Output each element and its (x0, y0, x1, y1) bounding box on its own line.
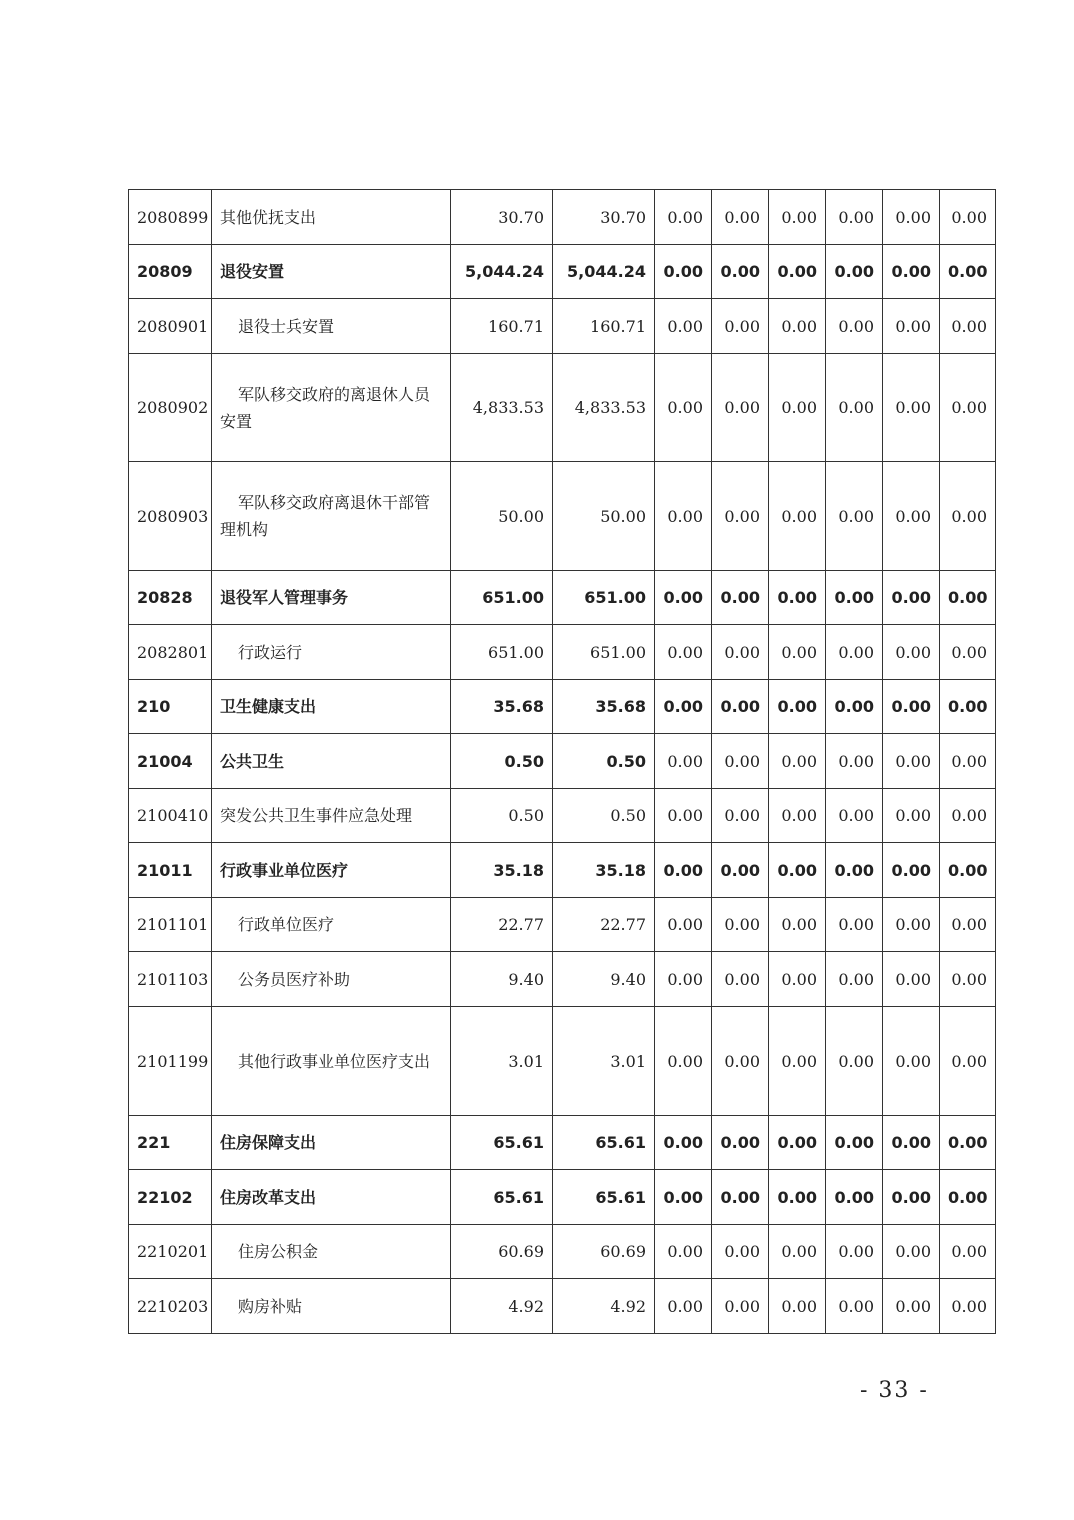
row-value: 0.00 (769, 190, 826, 245)
row-value: 0.00 (826, 299, 883, 354)
table-row (129, 299, 996, 354)
row-value: 0.00 (826, 734, 883, 789)
row-name: 退役士兵安置 (212, 299, 451, 354)
row-total: 0.50 (451, 734, 553, 789)
row-value: 0.00 (655, 245, 712, 299)
row-value: 0.00 (826, 843, 883, 898)
row-value: 0.00 (712, 898, 769, 952)
row-value: 0.00 (769, 680, 826, 734)
row-value: 0.00 (769, 734, 826, 789)
row-general-budget: 4,833.53 (553, 354, 655, 462)
row-name: 其他优抚支出 (212, 190, 451, 245)
row-code: 2082801 (129, 625, 212, 680)
row-name: 行政运行 (212, 625, 451, 680)
row-general-budget: 0.50 (553, 734, 655, 789)
row-name: 其他行政事业单位医疗支出 (212, 1007, 451, 1116)
row-name: 卫生健康支出 (212, 680, 451, 734)
row-code: 20809 (129, 245, 212, 299)
row-name: 住房保障支出 (212, 1116, 451, 1170)
row-total: 5,044.24 (451, 245, 553, 299)
row-value: 0.00 (883, 190, 940, 245)
row-value: 0.00 (883, 1225, 940, 1279)
row-value: 0.00 (712, 299, 769, 354)
row-value: 0.00 (655, 190, 712, 245)
row-total: 160.71 (451, 299, 553, 354)
row-value: 0.00 (826, 789, 883, 843)
row-general-budget: 60.69 (553, 1225, 655, 1279)
row-value: 0.00 (655, 734, 712, 789)
row-total: 65.61 (451, 1170, 553, 1225)
row-code: 2080903 (129, 462, 212, 571)
row-value: 0.00 (712, 571, 769, 625)
row-value: 0.00 (769, 1170, 826, 1225)
row-total: 30.70 (451, 190, 553, 245)
row-value: 0.00 (826, 1279, 883, 1334)
table-row (129, 843, 996, 898)
row-value: 0.00 (769, 952, 826, 1007)
row-code: 221 (129, 1116, 212, 1170)
row-value: 0.00 (712, 789, 769, 843)
row-value: 0.00 (769, 1279, 826, 1334)
row-value: 0.00 (826, 354, 883, 462)
row-code: 22102 (129, 1170, 212, 1225)
table-row (129, 245, 996, 299)
page-number: - 33 - (860, 1378, 929, 1403)
row-value: 0.00 (883, 734, 940, 789)
table-row (129, 680, 996, 734)
row-name: 公务员医疗补助 (212, 952, 451, 1007)
row-name: 行政单位医疗 (212, 898, 451, 952)
row-value: 0.00 (883, 1116, 940, 1170)
row-value: 0.00 (769, 898, 826, 952)
row-value: 0.00 (940, 898, 996, 952)
row-value: 0.00 (826, 462, 883, 571)
row-value: 0.00 (826, 1116, 883, 1170)
row-code: 2080902 (129, 354, 212, 462)
row-total: 35.68 (451, 680, 553, 734)
table-body (129, 190, 996, 1334)
row-value: 0.00 (883, 299, 940, 354)
row-value: 0.00 (883, 571, 940, 625)
row-value: 0.00 (769, 843, 826, 898)
row-code: 21011 (129, 843, 212, 898)
row-value: 0.00 (655, 462, 712, 571)
row-value: 0.00 (940, 462, 996, 571)
row-code: 2080899 (129, 190, 212, 245)
row-code: 2101199 (129, 1007, 212, 1116)
table-row (129, 1007, 996, 1116)
row-value: 0.00 (940, 571, 996, 625)
row-value: 0.00 (940, 1007, 996, 1116)
row-value: 0.00 (826, 245, 883, 299)
row-value: 0.00 (883, 1170, 940, 1225)
row-value: 0.00 (655, 1225, 712, 1279)
row-total: 651.00 (451, 625, 553, 680)
row-general-budget: 22.77 (553, 898, 655, 952)
row-value: 0.00 (769, 789, 826, 843)
row-value: 0.00 (940, 354, 996, 462)
row-value: 0.00 (655, 898, 712, 952)
row-name: 公共卫生 (212, 734, 451, 789)
table-row (129, 190, 996, 245)
row-general-budget: 0.50 (553, 789, 655, 843)
row-value: 0.00 (655, 299, 712, 354)
row-general-budget: 35.18 (553, 843, 655, 898)
row-value: 0.00 (712, 1279, 769, 1334)
row-total: 65.61 (451, 1116, 553, 1170)
row-value: 0.00 (655, 1279, 712, 1334)
row-value: 0.00 (769, 1007, 826, 1116)
row-value: 0.00 (883, 789, 940, 843)
row-value: 0.00 (712, 734, 769, 789)
row-value: 0.00 (940, 680, 996, 734)
row-value: 0.00 (655, 789, 712, 843)
row-general-budget: 9.40 (553, 952, 655, 1007)
table-row (129, 734, 996, 789)
row-general-budget: 3.01 (553, 1007, 655, 1116)
row-value: 0.00 (655, 625, 712, 680)
row-value: 0.00 (826, 571, 883, 625)
row-value: 0.00 (769, 1225, 826, 1279)
row-value: 0.00 (940, 1116, 996, 1170)
row-name: 退役安置 (212, 245, 451, 299)
row-value: 0.00 (940, 1225, 996, 1279)
row-value: 0.00 (940, 1170, 996, 1225)
row-value: 0.00 (712, 1116, 769, 1170)
row-value: 0.00 (712, 190, 769, 245)
row-value: 0.00 (826, 680, 883, 734)
row-code: 21004 (129, 734, 212, 789)
row-value: 0.00 (655, 1007, 712, 1116)
row-value: 0.00 (883, 354, 940, 462)
row-value: 0.00 (712, 843, 769, 898)
row-value: 0.00 (712, 245, 769, 299)
row-total: 60.69 (451, 1225, 553, 1279)
row-total: 22.77 (451, 898, 553, 952)
table-row (129, 625, 996, 680)
row-value: 0.00 (826, 898, 883, 952)
row-value: 0.00 (655, 354, 712, 462)
row-general-budget: 50.00 (553, 462, 655, 571)
table-row (129, 1116, 996, 1170)
row-name: 军队移交政府的离退休人员安置 (212, 354, 451, 462)
row-value: 0.00 (883, 952, 940, 1007)
row-value: 0.00 (712, 680, 769, 734)
row-value: 0.00 (826, 1007, 883, 1116)
row-value: 0.00 (883, 680, 940, 734)
budget-table (128, 189, 996, 1334)
row-value: 0.00 (769, 625, 826, 680)
row-name: 住房改革支出 (212, 1170, 451, 1225)
table-row (129, 571, 996, 625)
row-code: 2210201 (129, 1225, 212, 1279)
row-code: 20828 (129, 571, 212, 625)
row-value: 0.00 (883, 843, 940, 898)
row-code: 2100410 (129, 789, 212, 843)
row-general-budget: 5,044.24 (553, 245, 655, 299)
row-value: 0.00 (940, 1279, 996, 1334)
row-value: 0.00 (655, 1116, 712, 1170)
row-value: 0.00 (883, 1279, 940, 1334)
row-name: 购房补贴 (212, 1279, 451, 1334)
row-value: 0.00 (940, 843, 996, 898)
row-name: 退役军人管理事务 (212, 571, 451, 625)
row-value: 0.00 (769, 1116, 826, 1170)
row-value: 0.00 (883, 462, 940, 571)
row-value: 0.00 (940, 789, 996, 843)
row-value: 0.00 (769, 354, 826, 462)
row-value: 0.00 (883, 245, 940, 299)
row-value: 0.00 (712, 1225, 769, 1279)
row-value: 0.00 (826, 190, 883, 245)
row-value: 0.00 (883, 1007, 940, 1116)
row-code: 2210203 (129, 1279, 212, 1334)
row-value: 0.00 (655, 1170, 712, 1225)
row-total: 3.01 (451, 1007, 553, 1116)
row-general-budget: 35.68 (553, 680, 655, 734)
row-value: 0.00 (940, 190, 996, 245)
row-value: 0.00 (826, 1225, 883, 1279)
row-general-budget: 651.00 (553, 625, 655, 680)
row-value: 0.00 (883, 898, 940, 952)
row-value: 0.00 (883, 625, 940, 680)
row-value: 0.00 (712, 1170, 769, 1225)
row-code: 2080901 (129, 299, 212, 354)
row-general-budget: 65.61 (553, 1116, 655, 1170)
row-value: 0.00 (769, 245, 826, 299)
table-row (129, 462, 996, 571)
row-value: 0.00 (712, 1007, 769, 1116)
row-total: 4,833.53 (451, 354, 553, 462)
row-general-budget: 4.92 (553, 1279, 655, 1334)
row-value: 0.00 (940, 734, 996, 789)
row-value: 0.00 (826, 952, 883, 1007)
row-name: 住房公积金 (212, 1225, 451, 1279)
table-row (129, 789, 996, 843)
row-total: 4.92 (451, 1279, 553, 1334)
row-value: 0.00 (769, 462, 826, 571)
row-value: 0.00 (712, 462, 769, 571)
row-code: 210 (129, 680, 212, 734)
row-value: 0.00 (940, 952, 996, 1007)
row-general-budget: 160.71 (553, 299, 655, 354)
table-row (129, 1279, 996, 1334)
table-row (129, 952, 996, 1007)
row-value: 0.00 (655, 571, 712, 625)
row-value: 0.00 (769, 299, 826, 354)
row-value: 0.00 (655, 843, 712, 898)
row-value: 0.00 (712, 625, 769, 680)
row-total: 9.40 (451, 952, 553, 1007)
table-row (129, 898, 996, 952)
row-code: 2101103 (129, 952, 212, 1007)
row-total: 50.00 (451, 462, 553, 571)
row-general-budget: 65.61 (553, 1170, 655, 1225)
row-value: 0.00 (940, 245, 996, 299)
table-row (129, 1170, 996, 1225)
row-value: 0.00 (940, 299, 996, 354)
table-row (129, 1225, 996, 1279)
table-row (129, 354, 996, 462)
row-value: 0.00 (655, 680, 712, 734)
row-name: 突发公共卫生事件应急处理 (212, 789, 451, 843)
row-name: 军队移交政府离退休干部管理机构 (212, 462, 451, 571)
row-total: 35.18 (451, 843, 553, 898)
row-value: 0.00 (769, 571, 826, 625)
row-general-budget: 651.00 (553, 571, 655, 625)
row-name: 行政事业单位医疗 (212, 843, 451, 898)
row-value: 0.00 (940, 625, 996, 680)
row-total: 0.50 (451, 789, 553, 843)
row-value: 0.00 (712, 354, 769, 462)
row-value: 0.00 (712, 952, 769, 1007)
row-code: 2101101 (129, 898, 212, 952)
row-total: 651.00 (451, 571, 553, 625)
row-value: 0.00 (826, 1170, 883, 1225)
row-value: 0.00 (826, 625, 883, 680)
row-general-budget: 30.70 (553, 190, 655, 245)
row-value: 0.00 (655, 952, 712, 1007)
